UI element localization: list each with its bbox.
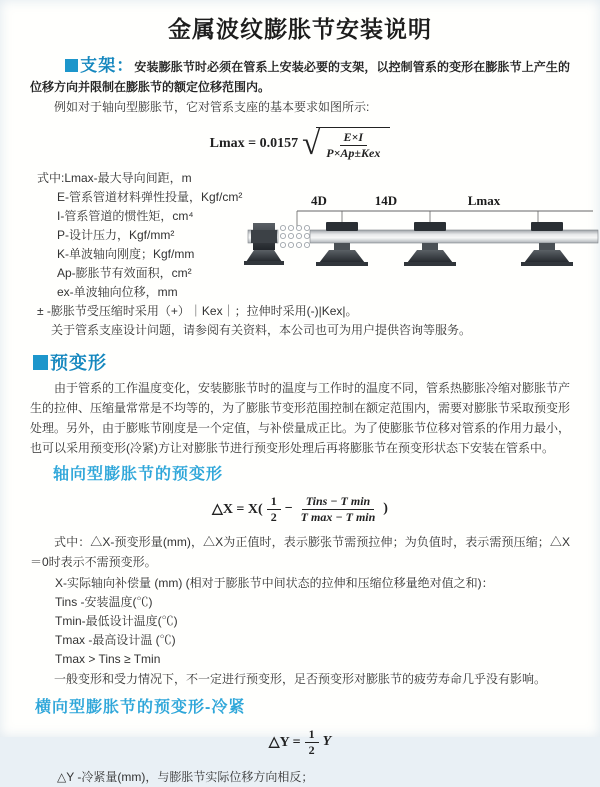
formula-delta-y — [30, 725, 570, 759]
consulting-note: 关于管系支座设计问题，请参阅有关资料，本公司也可为用户提供咨询等服务。 — [51, 323, 472, 337]
minus-sign: − — [284, 501, 293, 516]
support-section-heading — [65, 56, 134, 75]
dim-label-4d: 4D — [311, 193, 327, 208]
definition-line: Tmax > Tins ≥ Tmin — [55, 652, 161, 666]
temperature-fraction — [297, 494, 380, 525]
axial-explanation: 式中：△X-预变形量(mm)，△X为正值时，表示膨张节需预拉伸；为负值时，表示需预压缩；△X＝0时表示不需预变形。 — [30, 535, 570, 569]
axial-variable-definitions — [55, 574, 570, 669]
radical-expression — [302, 127, 390, 161]
predeform-heading-label: 预变形 — [50, 353, 107, 373]
anchor-support — [244, 223, 284, 265]
support-example-line: 例如对于轴向型膨胀节，它对管系支座的基本要求如图所示: — [54, 100, 370, 114]
temperature-fraction-numerator: Tins − T min — [302, 494, 375, 510]
definition-line: K-单波轴向刚度；Kgf/mm — [57, 247, 195, 261]
support-intro-paragraph — [30, 56, 570, 97]
one-half-numerator: 1 — [305, 727, 319, 743]
lmax-fraction-numerator: E×I — [340, 130, 368, 146]
one-half-denominator: 2 — [308, 742, 315, 757]
radical-sign-icon: √ — [302, 126, 321, 162]
axial-note: 一般变形和受力情况下，不一定进行预变形，足否预变形对膨胀节的疲劳寿命几乎没有影响。 — [54, 672, 547, 686]
predeform-section-heading — [33, 352, 570, 374]
formula-delta-x — [30, 490, 570, 528]
temperature-fraction-denominator: T max − T min — [300, 509, 376, 524]
radical-contents — [316, 127, 390, 161]
definition-line: Tmin-最低设计温度(℃) — [55, 614, 178, 628]
definition-line: P-设计压力，Kgf/mm² — [57, 228, 175, 242]
lmax-fraction-denominator: P×Ap±Kex — [326, 146, 381, 160]
close-paren: ) — [383, 501, 388, 516]
bellows-icon — [280, 225, 309, 247]
definition-line: Tmax -最高设计温 (℃) — [55, 633, 176, 647]
one-half-fraction — [267, 494, 281, 525]
lmax-fraction — [322, 130, 384, 161]
support-heading-label: 支架： — [80, 56, 135, 75]
section-bullet-icon — [33, 355, 48, 370]
definition-line: I-管系管道的惯性矩，cm⁴ — [57, 209, 194, 223]
definition-line: Ap-膨胀节有效面积，cm² — [57, 266, 192, 280]
definition-line: X-实际轴向补偿量 (mm) (相对于膨胀节中间状态的拉伸和压缩位移量绝对值之和)： — [55, 576, 494, 590]
lateral-note: △Y -冷紧量(mm)，与膨胀节实际位移方向相反； — [57, 770, 314, 784]
delta-y-rhs: Y — [322, 734, 332, 749]
definition-line: Tins -安装温度(℃) — [55, 595, 153, 609]
guide-support — [404, 222, 456, 266]
plus-minus-note: ± -膨胀节受压缩时采用（+）｜Kex｜；拉伸时采用(-)|Kex|。 — [37, 304, 358, 318]
guide-support — [316, 222, 368, 266]
one-half-fraction — [305, 727, 319, 758]
support-intro-text: 安装膨胀节时必须在管系上安装必要的支架，以控制管系的变形在膨胀节上产生的位移方向并限制在膨胀节的额定位移范围内。 — [30, 60, 571, 94]
pipe-support-diagram — [248, 190, 598, 285]
definition-line: 式中:Lmax-最大导向间距，m — [37, 171, 192, 185]
guide-support — [521, 222, 573, 266]
delta-x-lhs: △X = X( — [212, 501, 263, 517]
delta-y-lhs: △Y = — [268, 734, 301, 750]
page-title: 金属波纹膨胀节安装说明 — [168, 16, 432, 42]
dim-label-lmax: Lmax — [467, 193, 501, 208]
one-half-denominator: 2 — [270, 509, 277, 524]
lateral-subheading: 横向型膨胀节的预变形-冷紧 — [35, 699, 246, 716]
dim-label-14d: 14D — [374, 193, 398, 208]
section-bullet-icon — [65, 59, 78, 72]
formula-lmax — [30, 123, 570, 165]
definition-line: ex-单波轴向位移，mm — [57, 285, 178, 299]
axial-subheading: 轴向型膨胀节的预变形 — [53, 466, 224, 483]
definition-line: E-管系管道材料弹性投量，Kgf/cm² — [57, 190, 243, 204]
one-half-numerator: 1 — [267, 494, 281, 510]
predeform-paragraph: 由于管系的工作温度变化，安装膨胀节时的温度与工作时的温度不同，管系热膨胀冷缩对膨胀节产生的拉伸、压缩量常常是不均等的，为了膨胀节变形范围控制在额定范围内，需要对膨胀节采取预变形处理。另外，由于膨账节刚度是一个定值，与补偿量成正比。为了使膨胀节位移对管系的作用力最小，也可以采用预变形(冷紧)方让对膨胀节进行预变形处理后再将膨胀节在预变形状态下安装在管系中。 — [30, 381, 571, 455]
formula-lmax-lhs: Lmax = 0.0157 — [209, 136, 299, 151]
